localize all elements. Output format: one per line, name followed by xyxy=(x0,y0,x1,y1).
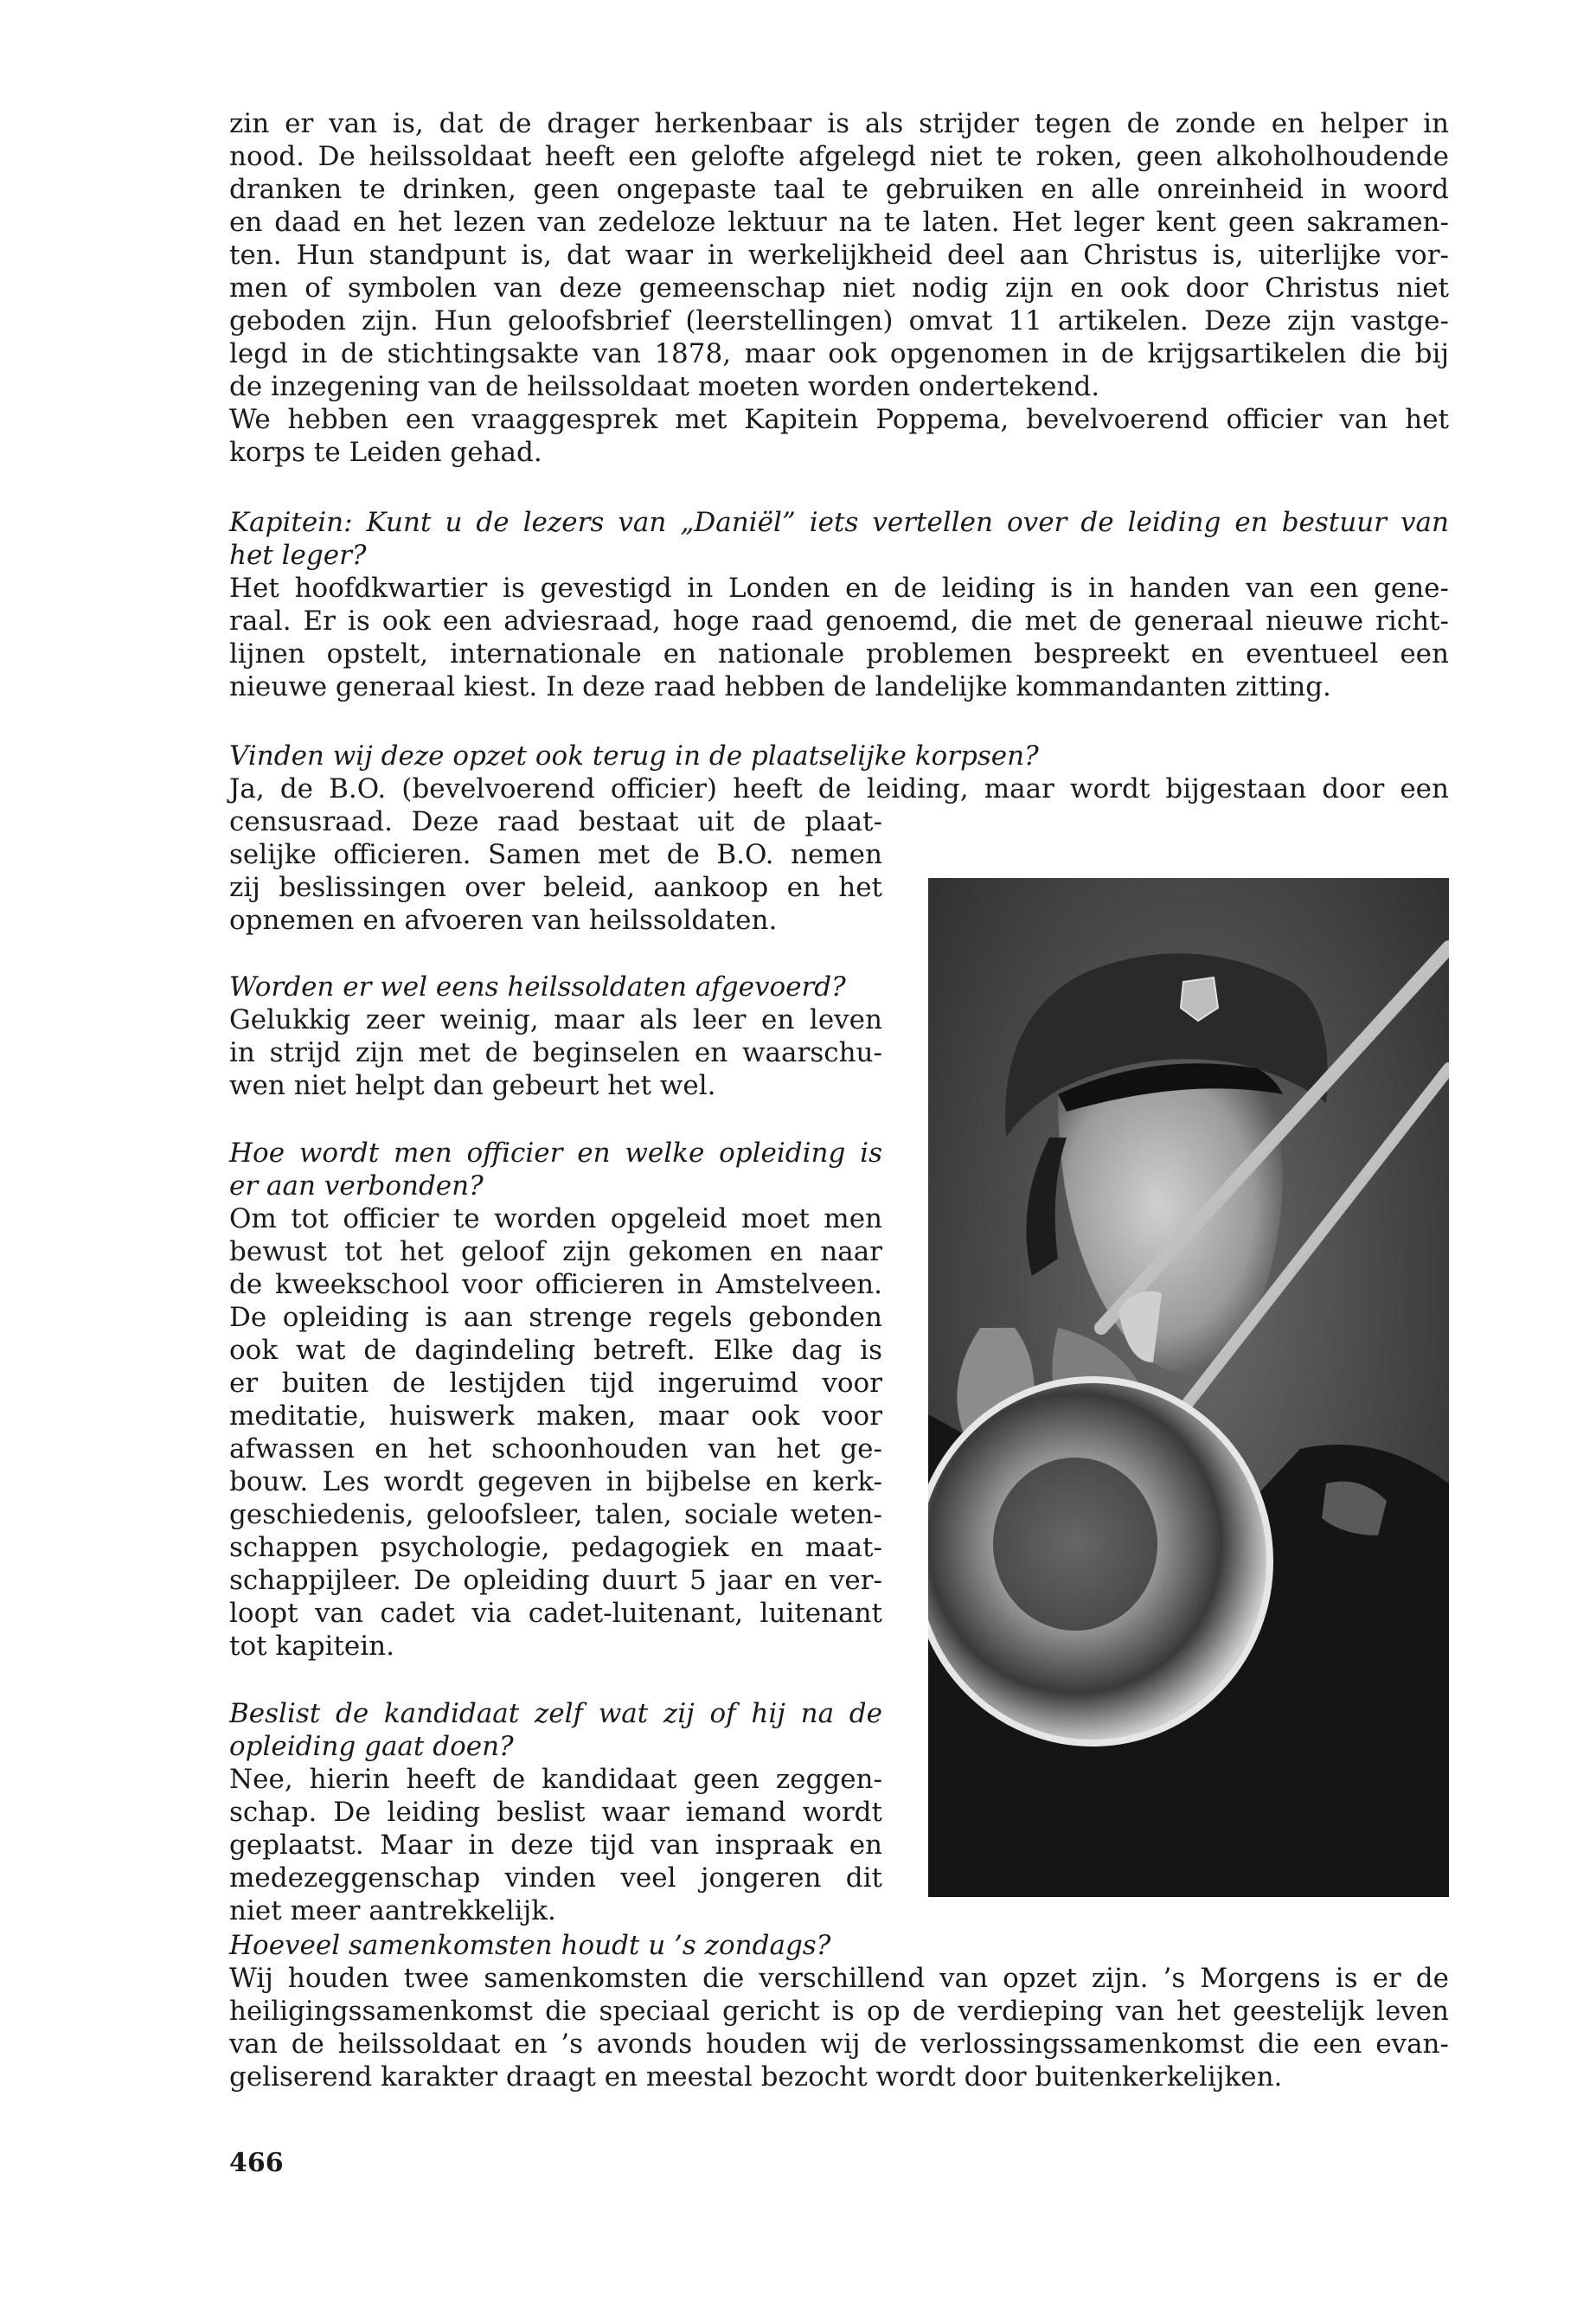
text-line: afwassen en het schoonhouden van het ge- xyxy=(229,1433,882,1465)
text-line: Ja, de B.O. (bevelvoerend officier) heeft de leiding, maar wordt bijgestaan door een xyxy=(229,773,1449,804)
text-line: Wij houden twee samenkomsten die verschillend van opzet zijn. ’s Morgens is er de xyxy=(229,1963,1449,1994)
text-line: geplaatst. Maar in deze tijd van inspraak en xyxy=(229,1830,882,1861)
question-6 xyxy=(229,1929,1449,1962)
text-line: bouw. Les wordt gegeven in bijbelse en kerk- xyxy=(229,1466,882,1497)
text-line: tot kapitein. xyxy=(229,1631,394,1662)
text-line: in strijd zijn met de beginselen en waarschu- xyxy=(229,1037,882,1068)
question-3 xyxy=(229,971,882,1003)
question-5 xyxy=(229,1697,882,1763)
text-line: De opleiding is aan strenge regels gebonden xyxy=(229,1302,882,1333)
text-line: Om tot officier te worden opgeleid moet men xyxy=(229,1203,882,1234)
text-line: nieuwe generaal kiest. In deze raad hebben de landelijke kommandanten zitting. xyxy=(229,671,1331,702)
text-line: men of symbolen van deze gemeenschap niet nodig zijn en ook door Christus niet xyxy=(229,272,1449,304)
text-line: de inzegening van de heilssoldaat moeten worden ondertekend. xyxy=(229,371,1100,402)
text-line: Hoeveel samenkomsten houdt u ’s zondags? xyxy=(229,1930,831,1961)
text-line: er buiten de lestijden tijd ingeruimd voor xyxy=(229,1368,882,1399)
text-line: lijnen opstelt, internationale en nationale problemen bespreekt en eventueel een xyxy=(229,638,1449,670)
question-2 xyxy=(229,740,1449,772)
bell-interior xyxy=(993,1458,1157,1631)
text-line: legd in de stichtingsakte van 1878, maar ook opgenomen in de krijgsartikelen die bij xyxy=(229,338,1449,369)
text-line: Beslist de kandidaat zelf wat zij of hij na de xyxy=(229,1698,882,1729)
text-line: dranken te drinken, geen ongepaste taal te gebruiken en alle onreinheid in woord xyxy=(229,174,1449,205)
text-line: raal. Er is ook een adviesraad, hoge raad genoemd, die met de generaal nieuwe richt- xyxy=(229,606,1449,637)
text-line: geboden zijn. Hun geloofsbrief (leerstellingen) omvat 11 artikelen. Deze zijn vastge- xyxy=(229,305,1449,336)
text-line: van de heilssoldaat en ’s avonds houden wij de verlossingssamenkomst die een evan- xyxy=(229,2029,1449,2060)
answer-2-full-line xyxy=(229,772,1449,805)
text-line: Gelukkig zeer weinig, maar als leer en leven xyxy=(229,1004,882,1035)
text-line: en daad en het lezen van zedeloze lektuur na te laten. Het leger kent geen sakramen- xyxy=(229,207,1449,238)
answer-1 xyxy=(229,572,1449,703)
answer-2 xyxy=(229,805,882,937)
answer-4 xyxy=(229,1202,882,1663)
text-line: geliserend karakter draagt en meestal bezocht wordt door buitenkerkelijken. xyxy=(229,2061,1283,2093)
text-line: schappen psychologie, pedagogiek en maat- xyxy=(229,1532,882,1563)
text-line: loopt van cadet via cadet-luitenant, luitenant xyxy=(229,1598,882,1629)
text-line: nood. De heilssoldaat heeft een gelofte afgelegd niet te roken, geen alkoholhoudende xyxy=(229,141,1449,172)
text-line: geschiedenis, geloofsleer, talen, sociale weten- xyxy=(229,1499,882,1530)
text-line: opleiding gaat doen? xyxy=(229,1731,514,1762)
text-line: meditatie, huiswerk maken, maar ook voor xyxy=(229,1400,882,1432)
answer-6 xyxy=(229,1962,1449,2093)
text-line: Vinden wij deze opzet ook terug in de plaatselijke korpsen? xyxy=(229,740,1039,772)
text-line: We hebben een vraaggesprek met Kapitein Poppema, bevelvoerend officier van het xyxy=(229,404,1449,435)
text-line: wen niet helpt dan gebeurt het wel. xyxy=(229,1070,716,1101)
intro-paragraph xyxy=(229,107,1449,469)
text-line: niet meer aantrekkelijk. xyxy=(229,1895,556,1926)
text-line: Hoe wordt men officier en welke opleiding is xyxy=(229,1138,882,1169)
question-1 xyxy=(229,506,1449,572)
text-line: ook wat de dagindeling betreft. Elke dag is xyxy=(229,1335,882,1366)
text-line: schap. De leiding beslist waar iemand wordt xyxy=(229,1797,882,1828)
text-line: zij beslissingen over beleid, aankoop en het xyxy=(229,872,882,903)
text-line: opnemen en afvoeren van heilssoldaten. xyxy=(229,905,778,936)
text-line: selijke officieren. Samen met de B.O. nemen xyxy=(229,839,882,870)
text-line: ten. Hun standpunt is, dat waar in werkelijkheid deel aan Christus is, uiterlijke vor- xyxy=(229,240,1449,271)
text-line: er aan verbonden? xyxy=(229,1170,484,1202)
text-line: censusraad. Deze raad bestaat uit de plaat- xyxy=(229,806,882,837)
page-number: 466 xyxy=(229,2148,284,2178)
text-line: schappijleer. De opleiding duurt 5 jaar en ver- xyxy=(229,1565,882,1596)
answer-5 xyxy=(229,1763,882,1927)
text-line: het leger? xyxy=(229,540,367,571)
text-line: Het hoofdkwartier is gevestigd in Londen en de leiding is in handen van een gene- xyxy=(229,573,1449,604)
text-line: Worden er wel eens heilssoldaten afgevoerd? xyxy=(229,971,846,1003)
question-4 xyxy=(229,1137,882,1202)
text-line: de kweekschool voor officieren in Amstelveen. xyxy=(229,1269,882,1300)
text-line: medezeggenschap vinden veel jongeren dit xyxy=(229,1862,882,1894)
text-line: bewust tot het geloof zijn gekomen en naar xyxy=(229,1236,882,1267)
text-line: korps te Leiden gehad. xyxy=(229,437,542,468)
photo-trombone-player xyxy=(928,878,1449,1897)
text-line: heiligingssamenkomst die speciaal gericht is op de verdieping van het geestelijk leven xyxy=(229,1996,1449,2027)
text-line: zin er van is, dat de drager herkenbaar is als strijder tegen de zonde en helper in xyxy=(229,108,1449,139)
answer-3 xyxy=(229,1003,882,1102)
text-line: Nee, hierin heeft de kandidaat geen zeggen- xyxy=(229,1764,882,1795)
text-line: Kapitein: Kunt u de lezers van „Daniël” iets vertellen over de leiding en bestuur van xyxy=(229,507,1449,538)
